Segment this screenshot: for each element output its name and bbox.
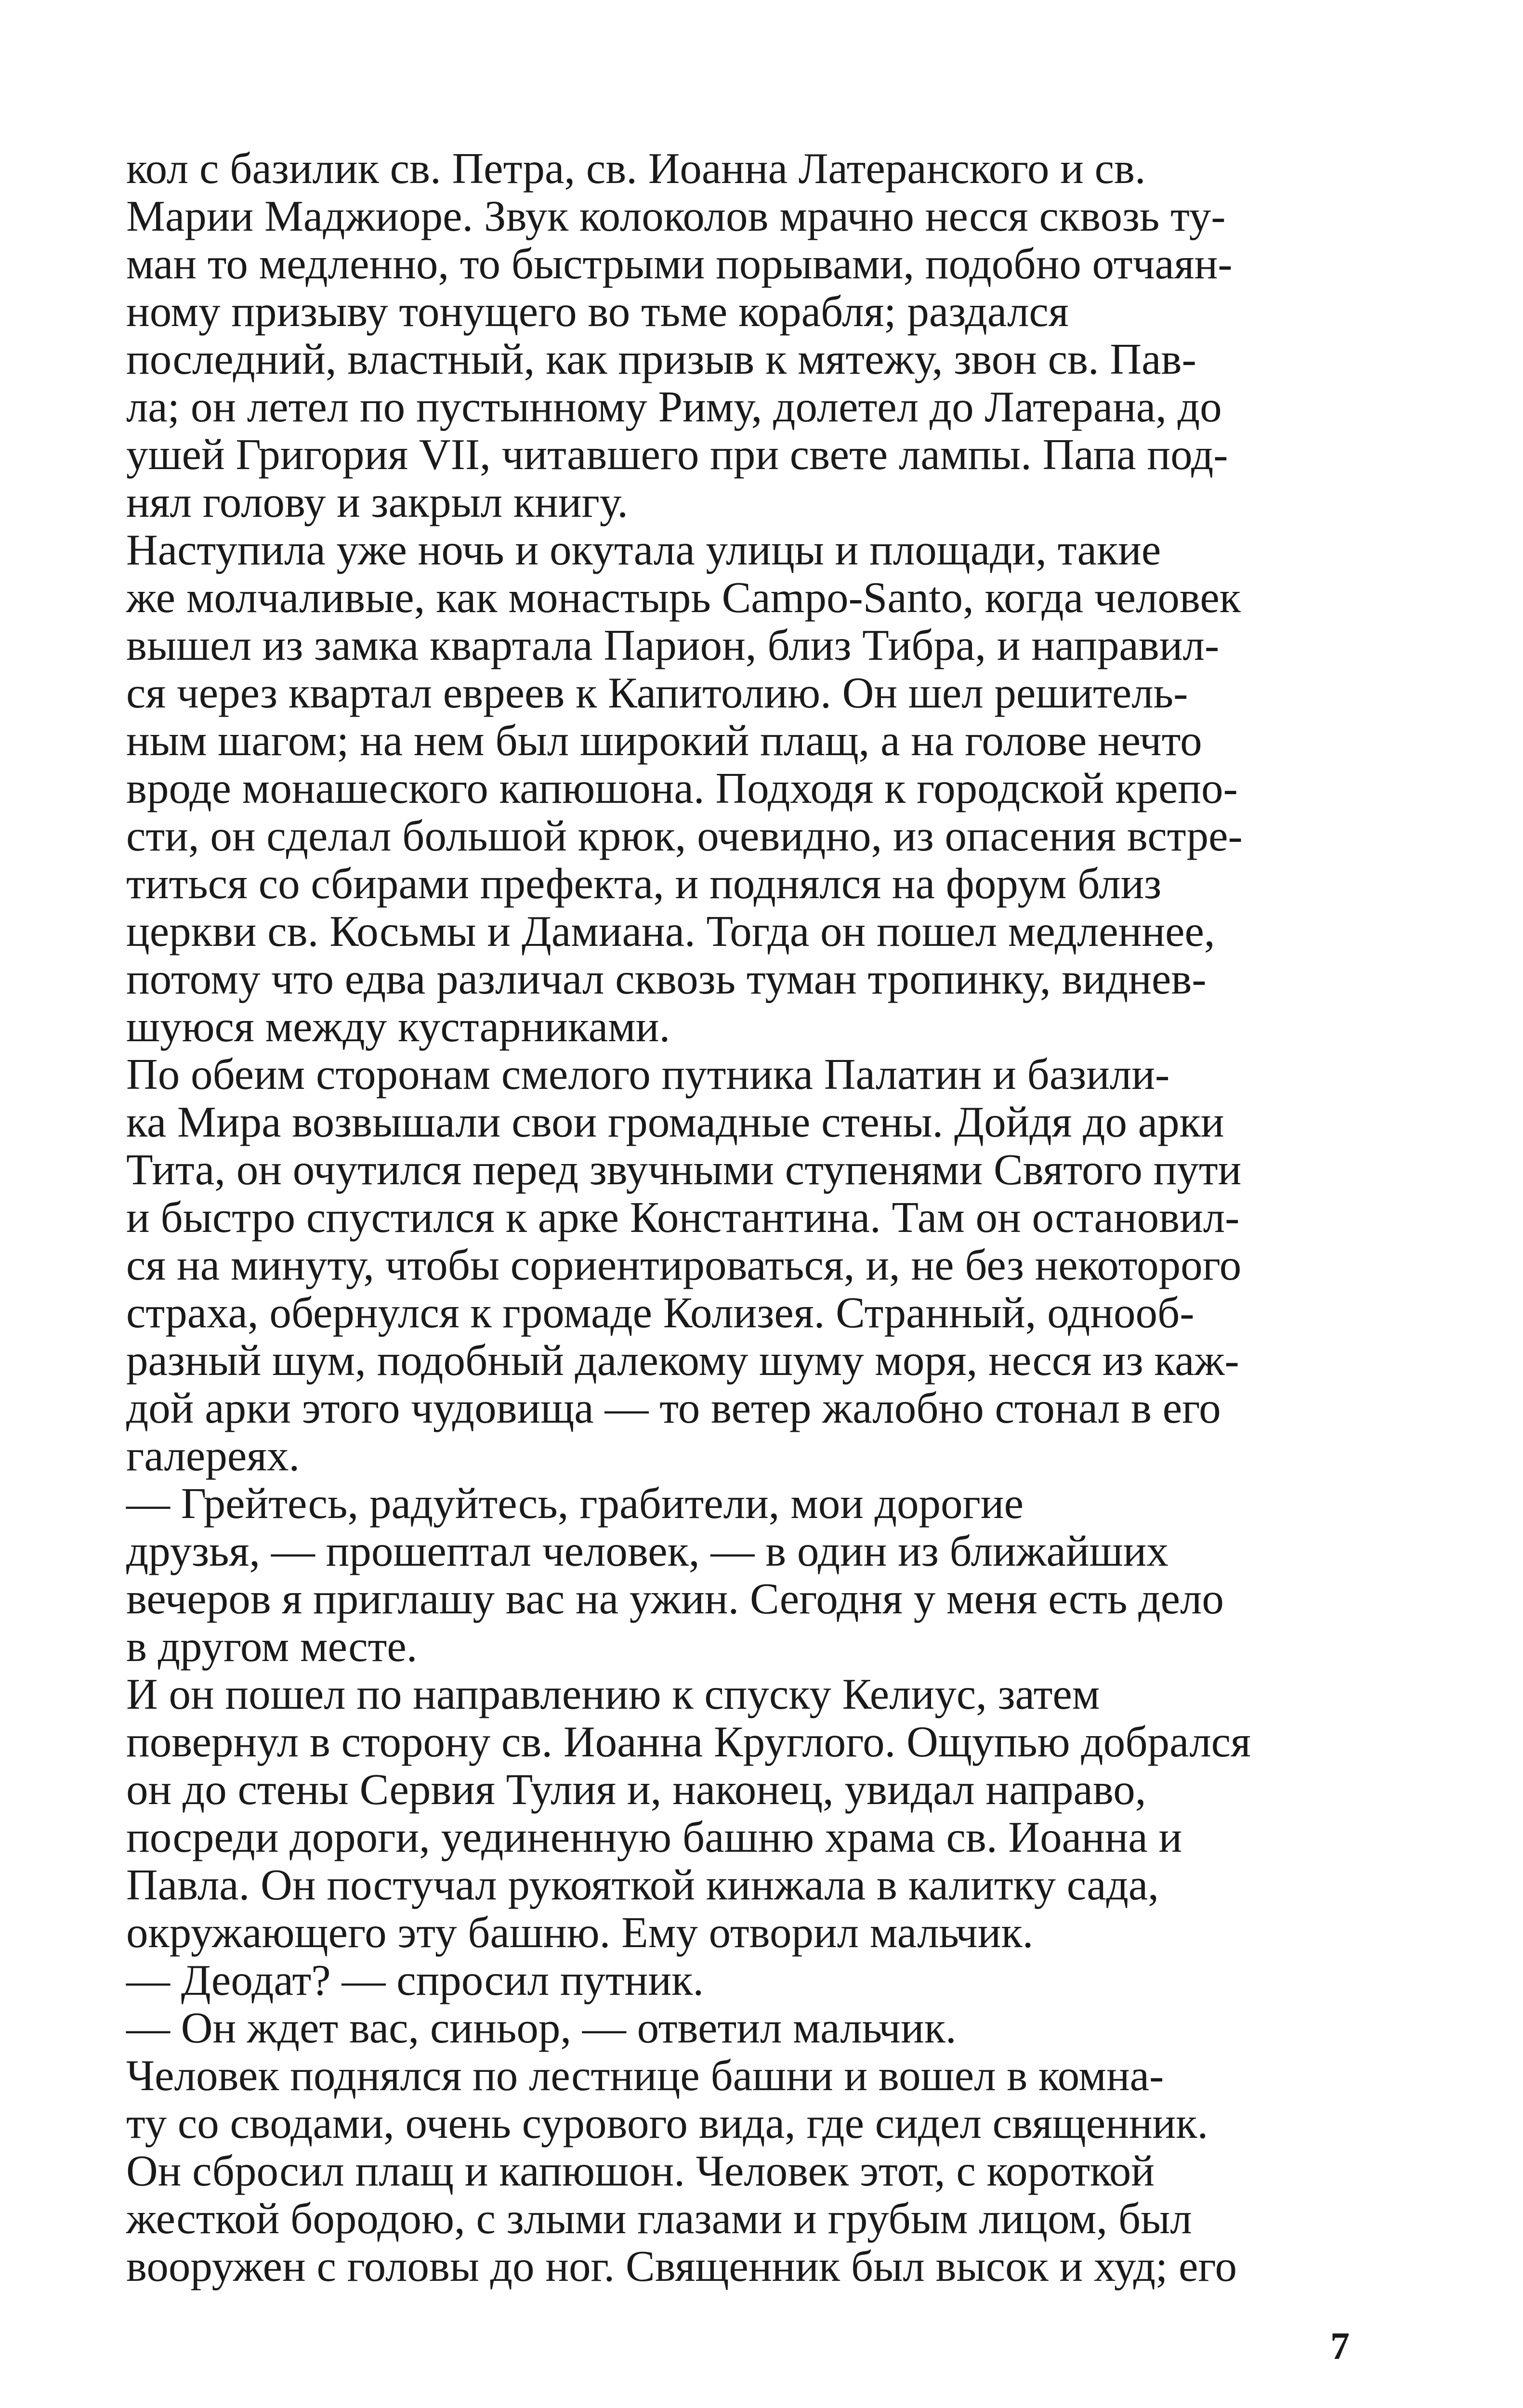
paragraph-3: По обеим сторонам смелого путника Палатин и базили- ка Мира возвышали свои громадные стены. Дойдя до арки Тита, он очутился перед звучными ступенями Святого пути и быстро спустился к арке Константина. Там он остановил- ся на минуту, чтобы сориентироваться, и, не без некоторого страха, обернулся к громаде Колизея. Странный, однооб- разный шум, подобный далекому шуму моря, несся из каж- дой арки этого чудовища — то ветер жалобно стонал в его галереях. — [126, 1050, 1242, 1480]
paragraph-8: Человек поднялся по лестнице башни и вошел в комна- ту со сводами, очень сурового вида, где сидел священник. Он сбросил плащ и капюшон. Человек этот, с короткой жесткой бородою, с злыми глазами и грубым лицом, был вооружен с головы до ног. Священник был высок и худ; его — [126, 2051, 1237, 2290]
paragraph-6: — Деодат? — спросил путник. — [126, 1956, 704, 2004]
paragraph-7: — Он ждет вас, синьор, — ответил мальчик. — [126, 2003, 957, 2052]
book-page-text — [126, 144, 1353, 2290]
paragraph-5: И он пошел по направлению к спуску Келиус, затем повернул в сторону св. Иоанна Круглого. Ощупью добрался он до стены Сервия Тулия и, наконец, увидал направо, посреди дороги, уединенную башню храма св. Иоанна и Павла. Он постучал рукояткой кинжала в калитку сада, окружающего эту башню. Ему отворил мальчик. — [126, 1670, 1251, 1957]
paragraph-2: Наступила уже ночь и окутала улицы и площади, такие же молчаливые, как монастырь Campo-Santo, когда человек вышел из замка квартала Парион, близ Тибра, и направил- ся через квартал евреев к Капитолию. Он шел решитель- ным шагом; на нем был широкий плащ, а на голове нечто вроде монашеского капюшона. Подходя к городской крепо- сти, он сделал большой крюк, очевидно, из опасения встре- титься со сбирами префекта, и поднялся на форум близ церкви св. Косьмы и Дамиана. Тогда он пошел медленнее, потому что едва различал сквозь туман тропинку, виднев- шуюся между кустарниками. — [126, 525, 1243, 1051]
page-number: 7 — [1330, 2325, 1350, 2368]
paragraph-4: — Грейтесь, радуйтесь, грабители, мои дорогие друзья, — прошептал человек, — в один из ближайших вечеров я приглашу вас на ужин. Сегодня у меня есть дело в другом месте. — [126, 1479, 1224, 1671]
paragraph-1: кол с базилик св. Петра, св. Иоанна Латеранского и св. Марии Маджиоре. Звук колоколов мрачно несся сквозь ту- ман то медленно, то быстрыми порывами, подобно отчаян- ному призыву тонущего во тьме корабля; раздался последний, властный, как призыв к мятежу, звон св. Пав- ла; он летел по пустынному Риму, долетел до Латерана, до ушей Григория VII, читавшего при свете лампы. Папа под- нял голову и закрыл книгу. — [126, 144, 1233, 526]
